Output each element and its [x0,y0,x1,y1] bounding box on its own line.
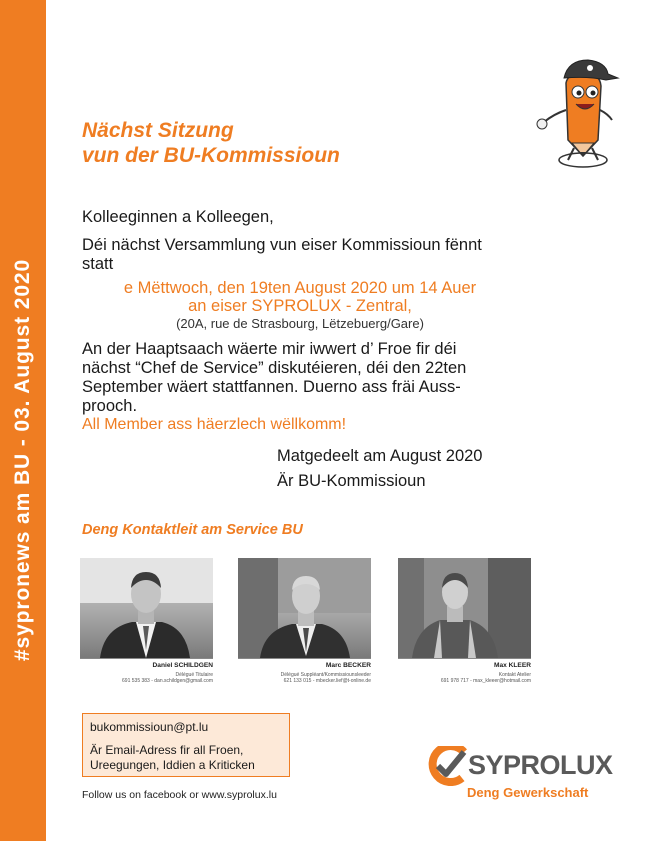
meeting-details [82,279,518,315]
contacts-title: Deng Kontaktleit am Service BU [82,522,303,538]
agenda-line-3: September wäert stattfannen. Duerno ass fräi Auss- [82,378,461,396]
agenda-line-4: prooch. [82,397,138,415]
intro-text [82,236,482,274]
divider [238,658,371,659]
intro-line-1: Déi nächst Versammlung vun eiser Kommissioun fënnt [82,236,482,254]
follow-us-text: Follow us on facebook or www.syprolux.lu [82,789,277,801]
signoff-date: Matgedeelt am August 2020 [277,447,483,465]
meeting-line-1: e Mëttwoch, den 19ten August 2020 um 14 Auer [123,279,477,297]
page-title [82,118,340,168]
syprolux-logo-icon [424,746,468,786]
contact-card [80,558,213,684]
contact-role: Kontakt Atelier [498,672,531,678]
intro-line-2: statt [82,255,114,273]
contact-photo [398,558,531,658]
title-line-2: vun der BU-Kommissioun [82,144,340,167]
logo-tagline: Deng Gewerkschaft [467,785,589,800]
signoff [277,444,482,494]
contact-role: Délégué Titulaire [175,672,213,678]
agenda-line-2: nächst “Chef de Service” diskutéieren, déi den 22ten [82,359,467,377]
contact-details: 691 535 383 - dan.schildgen@gmail.com [122,678,213,684]
agenda-line-1: An der Haaptsaach wäerte mir iwwert d’ Froe fir déi [82,340,457,358]
email-box [82,713,290,777]
email-link[interactable]: bukommissioun@pt.lu [90,720,209,734]
agenda-text [82,340,466,416]
signoff-sender: Är BU-Kommissioun [277,472,426,490]
contact-name: Marc BECKER [325,662,371,669]
contact-card [398,558,531,684]
contact-details: 691 978 717 - max_kleeer@hotmail.com [440,678,531,684]
sidebar-hashtag: #sypronews am BU - 03. August 2020 [11,258,34,662]
meeting-line-2: an eiser SYPROLUX - Zentral, [188,297,412,315]
salutation: Kolleeginnen a Kolleegen, [82,208,274,226]
title-line-1: Nächst Sitzung [82,119,234,142]
sidebar-banner [0,0,46,841]
divider [80,658,213,659]
contact-name: Max KLEER [493,662,531,669]
welcome-note: All Member ass häerzlech wëllkomm! [82,416,347,433]
contact-card [238,558,371,684]
logo-wordmark: SYPROLUX [468,750,613,780]
pencil-mascot-icon [528,48,628,178]
contact-photo [238,558,371,658]
meeting-address: (20A, rue de Strasbourg, Lëtzebuerg/Gare) [176,316,424,331]
divider [398,658,531,659]
contact-name: Daniel SCHILDGEN [152,662,213,669]
email-description: Är Email-Adress fir all Froen, Ureegungen, Iddien a Kriticken [90,743,255,772]
contact-details: 621 133 015 - mbecker.lief@t-online.de [283,678,371,684]
contact-photo [80,558,213,658]
contact-role: Délégué Suppléant/Kommissiounsleeder [280,672,371,678]
